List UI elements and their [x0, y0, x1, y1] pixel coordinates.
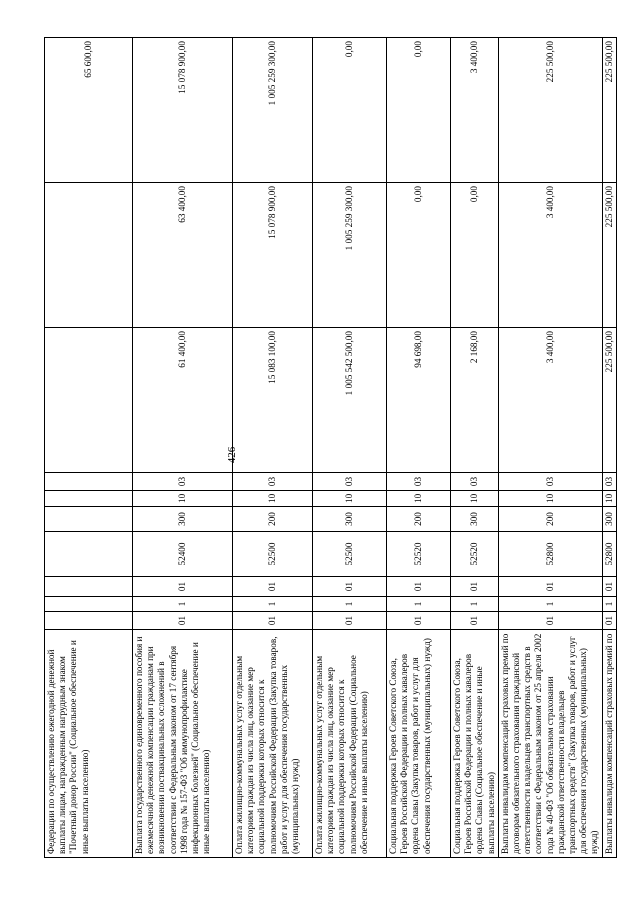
code-subprogram: 1 — [387, 597, 451, 612]
code-program: 01 — [313, 612, 387, 630]
code-subprogram — [45, 597, 133, 612]
code-section: 10 — [313, 491, 387, 507]
code-main-event — [45, 577, 133, 597]
row-name: Федерации по осуществлению ежегодной денежной выплаты лицам, награжденным нагрудным знаком "Почетный донор России" (Социальное обеспечение и иные выплаты населению) — [45, 630, 133, 858]
row-name: Социальная поддержка Героев Советского Союза, Героев Российской Федерации и полных кавалеров ордена Славы (Закупка товаров, работ и услуг для обеспечения государственных (муниципальных) нужд) — [387, 630, 451, 858]
code-subprogram: 1 — [133, 597, 233, 612]
code-expense-type: 200 — [233, 507, 313, 532]
table-row — [387, 38, 451, 858]
code-section: 10 — [498, 491, 602, 507]
code-expense-type: 300 — [602, 507, 616, 532]
amount-year-3: 65 600,00 — [45, 38, 133, 183]
code-main-event: 01 — [602, 577, 616, 597]
code-direction: 52520 — [387, 532, 451, 577]
amount-year-3: 3 400,00 — [451, 38, 499, 183]
row-name: Социальная поддержка Героев Советского Союза, Героев Российской Федерации и полных кавалеров ордена Славы (Социальное обеспечение и иные выплаты населению) — [451, 630, 499, 858]
code-subsection: 03 — [498, 473, 602, 491]
code-subsection: 03 — [233, 473, 313, 491]
code-subprogram: 1 — [602, 597, 616, 612]
code-program: 01 — [133, 612, 233, 630]
code-main-event: 01 — [387, 577, 451, 597]
code-direction: 52800 — [602, 532, 616, 577]
table-row — [498, 38, 602, 858]
row-name: Оплата жилищно-коммунальных услуг отдельным категориям граждан из числа лиц, оказание мер социальной поддержки которых относится к полномочиям Российской Федерации (Закупка товаров, работ и услуг для обеспечения государственных (муниципальных) нужд) — [233, 630, 313, 858]
table-row — [133, 38, 233, 858]
amount-year-1: 1 005 542 500,00 — [313, 328, 387, 473]
amount-year-1: 61 400,00 — [133, 328, 233, 473]
budget-table-container — [44, 38, 614, 858]
amount-year-3: 0,00 — [313, 38, 387, 183]
amount-year-1: 94 698,00 — [387, 328, 451, 473]
amount-year-1: 2 168,00 — [451, 328, 499, 473]
table-row — [602, 38, 616, 858]
amount-year-3: 225 500,00 — [498, 38, 602, 183]
code-program: 01 — [233, 612, 313, 630]
code-subsection: 03 — [387, 473, 451, 491]
code-main-event: 01 — [133, 577, 233, 597]
amount-year-3: 15 078 900,00 — [133, 38, 233, 183]
table-row — [451, 38, 499, 858]
code-direction: 52500 — [313, 532, 387, 577]
amount-year-3: 1 005 259 300,00 — [233, 38, 313, 183]
code-direction: 52800 — [498, 532, 602, 577]
code-section: 10 — [451, 491, 499, 507]
row-name: Оплата жилищно-коммунальных услуг отдельным категориям граждан из числа лиц, оказание мер социальной поддержки которых относится к полномочиям Российской Федерации (Социальное обеспечение и иные выплаты населению) — [313, 630, 387, 858]
amount-year-2: 0,00 — [387, 183, 451, 328]
code-expense-type: 200 — [387, 507, 451, 532]
amount-year-2 — [45, 183, 133, 328]
code-program: 01 — [451, 612, 499, 630]
code-section — [45, 491, 133, 507]
table-row — [313, 38, 387, 858]
code-direction: 52500 — [233, 532, 313, 577]
row-name: Выплаты инвалидам компенсаций страховых премий по договорам обязательного страхования гражданской ответственности владельцев транспортных средств в соответствии с Федеральным законом от 25 апреля 2002 года № 40-ФЗ "Об обязательном страховании гражданской ответственности владельцев транспортных средств" (Закупка товаров, работ и услуг для обеспечения государственных (муниципальных) нужд) — [498, 630, 602, 858]
code-main-event: 01 — [451, 577, 499, 597]
code-subsection: 03 — [313, 473, 387, 491]
amount-year-1: 3 400,00 — [498, 328, 602, 473]
amount-year-2: 225 500,00 — [602, 183, 616, 328]
code-direction — [45, 532, 133, 577]
amount-year-2: 15 078 900,00 — [233, 183, 313, 328]
code-direction: 52400 — [133, 532, 233, 577]
code-expense-type: 300 — [451, 507, 499, 532]
code-program: 01 — [387, 612, 451, 630]
code-section: 10 — [387, 491, 451, 507]
code-program: 01 — [498, 612, 602, 630]
code-direction: 52520 — [451, 532, 499, 577]
code-subsection: 03 — [133, 473, 233, 491]
code-section: 10 — [602, 491, 616, 507]
code-main-event: 01 — [313, 577, 387, 597]
code-section: 10 — [133, 491, 233, 507]
code-program: 01 — [602, 612, 616, 630]
amount-year-1: 15 083 100,00 — [233, 328, 313, 473]
code-main-event: 01 — [498, 577, 602, 597]
amount-year-3: 225 500,00 — [602, 38, 616, 183]
code-subsection: 03 — [451, 473, 499, 491]
code-subsection — [45, 473, 133, 491]
amount-year-2: 1 005 259 300,00 — [313, 183, 387, 328]
amount-year-3: 0,00 — [387, 38, 451, 183]
code-subsection: 03 — [602, 473, 616, 491]
amount-year-1: 225 500,00 — [602, 328, 616, 473]
code-expense-type: 300 — [313, 507, 387, 532]
code-expense-type: 300 — [133, 507, 233, 532]
budget-table — [44, 37, 617, 858]
code-subprogram: 1 — [498, 597, 602, 612]
code-expense-type: 200 — [498, 507, 602, 532]
code-subprogram: 1 — [233, 597, 313, 612]
row-name: Выплаты инвалидам компенсаций страховых премий по — [602, 630, 616, 858]
code-section: 10 — [233, 491, 313, 507]
row-name: Выплата государственного единовременного пособия и ежемесячной денежной компенсации гражданам при возникновении поствакцинальных осложнений в соответствии с Федеральным законом от 17 сентября 1998 года № 157-ФЗ "Об иммунопрофилактике инфекционных болезней" (Социальное обеспечение и иные выплаты населению) — [133, 630, 233, 858]
amount-year-2: 63 400,00 — [133, 183, 233, 328]
code-subprogram: 1 — [313, 597, 387, 612]
amount-year-2: 0,00 — [451, 183, 499, 328]
page-number: 426 — [226, 446, 238, 464]
table-row — [233, 38, 313, 858]
code-subprogram: 1 — [451, 597, 499, 612]
code-main-event: 01 — [233, 577, 313, 597]
table-row — [45, 38, 133, 858]
amount-year-1 — [45, 328, 133, 473]
code-program — [45, 612, 133, 630]
amount-year-2: 3 400,00 — [498, 183, 602, 328]
code-expense-type — [45, 507, 133, 532]
